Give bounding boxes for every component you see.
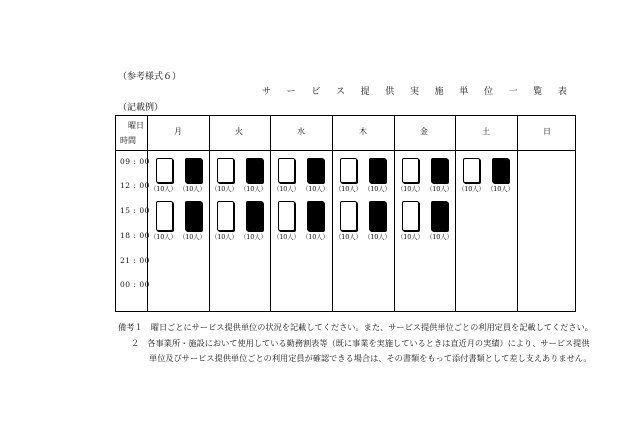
- time-label: 18 : 00: [120, 231, 150, 240]
- time-label: 00 : 00: [120, 280, 150, 289]
- unit-block-filled: [431, 158, 448, 183]
- unit-capacity: （10人）: [426, 185, 453, 193]
- day-header-tue: 火: [235, 127, 243, 136]
- unit-block-open: [217, 158, 234, 183]
- day-header-mon: 月: [174, 127, 182, 136]
- unit-capacity: （10人）: [364, 233, 391, 241]
- unit-capacity: （10人）: [179, 233, 206, 241]
- unit-block-filled: [185, 201, 202, 231]
- day-header-wed: 水: [297, 127, 305, 136]
- unit-capacity: （10人）: [302, 233, 329, 241]
- grid-line: [116, 150, 575, 151]
- unit-block-open: [340, 158, 357, 183]
- unit-block-filled: [246, 158, 263, 183]
- unit-block-open: [402, 201, 419, 231]
- unit-block-filled: [369, 201, 386, 231]
- unit-capacity: （10人）: [364, 185, 391, 193]
- day-header-sun: 日: [543, 127, 551, 136]
- unit-block-filled: [369, 158, 386, 183]
- unit-block-filled: [185, 158, 202, 183]
- unit-capacity: （10人）: [211, 185, 238, 193]
- unit-block-open: [278, 201, 295, 231]
- note-2-continued: 単位及びサービス提供単位ごとの利用定員が確認できる場合は、その書類をもって添付書類として差し支えありません。: [149, 353, 592, 363]
- time-label: 09 : 00: [120, 157, 150, 166]
- grid-line: [332, 116, 333, 311]
- unit-block-filled: [246, 201, 263, 231]
- schedule-table: [115, 115, 576, 312]
- grid-line: [455, 116, 456, 311]
- unit-capacity: （10人）: [150, 233, 177, 241]
- grid-line: [209, 116, 210, 311]
- time-label: 12 : 00: [120, 181, 150, 190]
- note-2: ２ 各事業所・施設において使用している勤務割表等（既に事業を実施しているときは直近月の実績）により、サービス提供: [131, 338, 590, 348]
- unit-block-open: [278, 158, 295, 183]
- unit-capacity: （10人）: [335, 185, 362, 193]
- unit-capacity: （10人）: [487, 185, 514, 193]
- unit-capacity: （10人）: [273, 233, 300, 241]
- form-label: （参考様式６）: [118, 72, 182, 82]
- unit-block-filled: [307, 158, 324, 183]
- grid-line: [394, 116, 395, 311]
- unit-capacity: （10人）: [335, 233, 362, 241]
- unit-capacity: （10人）: [240, 185, 267, 193]
- unit-block-open: [156, 158, 173, 183]
- grid-line: [517, 116, 518, 311]
- unit-capacity: （10人）: [426, 233, 453, 241]
- unit-capacity: （10人）: [211, 233, 238, 241]
- example-label: （記載例）: [118, 103, 164, 113]
- note-1: 備考１ 曜日ごとにサービス提供単位の状況を記載してください。また、サービス提供単位ごとの利用定員を記載してください。: [118, 322, 593, 332]
- document-title: サ ー ビ ス 提 供 実 施 単 位 一 覧 表: [262, 87, 574, 97]
- corner-day-label: 曜日: [128, 121, 144, 130]
- unit-capacity: （10人）: [458, 185, 485, 193]
- unit-block-open: [402, 158, 419, 183]
- time-label: 15 : 00: [120, 206, 150, 215]
- unit-capacity: （10人）: [397, 185, 424, 193]
- grid-line: [270, 116, 271, 311]
- unit-capacity: （10人）: [397, 233, 424, 241]
- day-header-sat: 土: [482, 127, 490, 136]
- time-label: 21 : 00: [120, 256, 150, 265]
- unit-block-filled: [492, 158, 509, 183]
- unit-capacity: （10人）: [273, 185, 300, 193]
- unit-capacity: （10人）: [240, 233, 267, 241]
- unit-block-open: [340, 201, 357, 231]
- corner-time-label: 時間: [120, 136, 136, 145]
- day-header-thu: 木: [359, 127, 367, 136]
- unit-block-filled: [431, 201, 448, 231]
- unit-block-filled: [307, 201, 324, 231]
- unit-capacity: （10人）: [179, 185, 206, 193]
- unit-capacity: （10人）: [302, 185, 329, 193]
- unit-capacity: （10人）: [150, 185, 177, 193]
- unit-block-open: [217, 201, 234, 231]
- day-header-fri: 金: [420, 127, 428, 136]
- unit-block-open: [463, 158, 480, 183]
- unit-block-open: [156, 201, 173, 231]
